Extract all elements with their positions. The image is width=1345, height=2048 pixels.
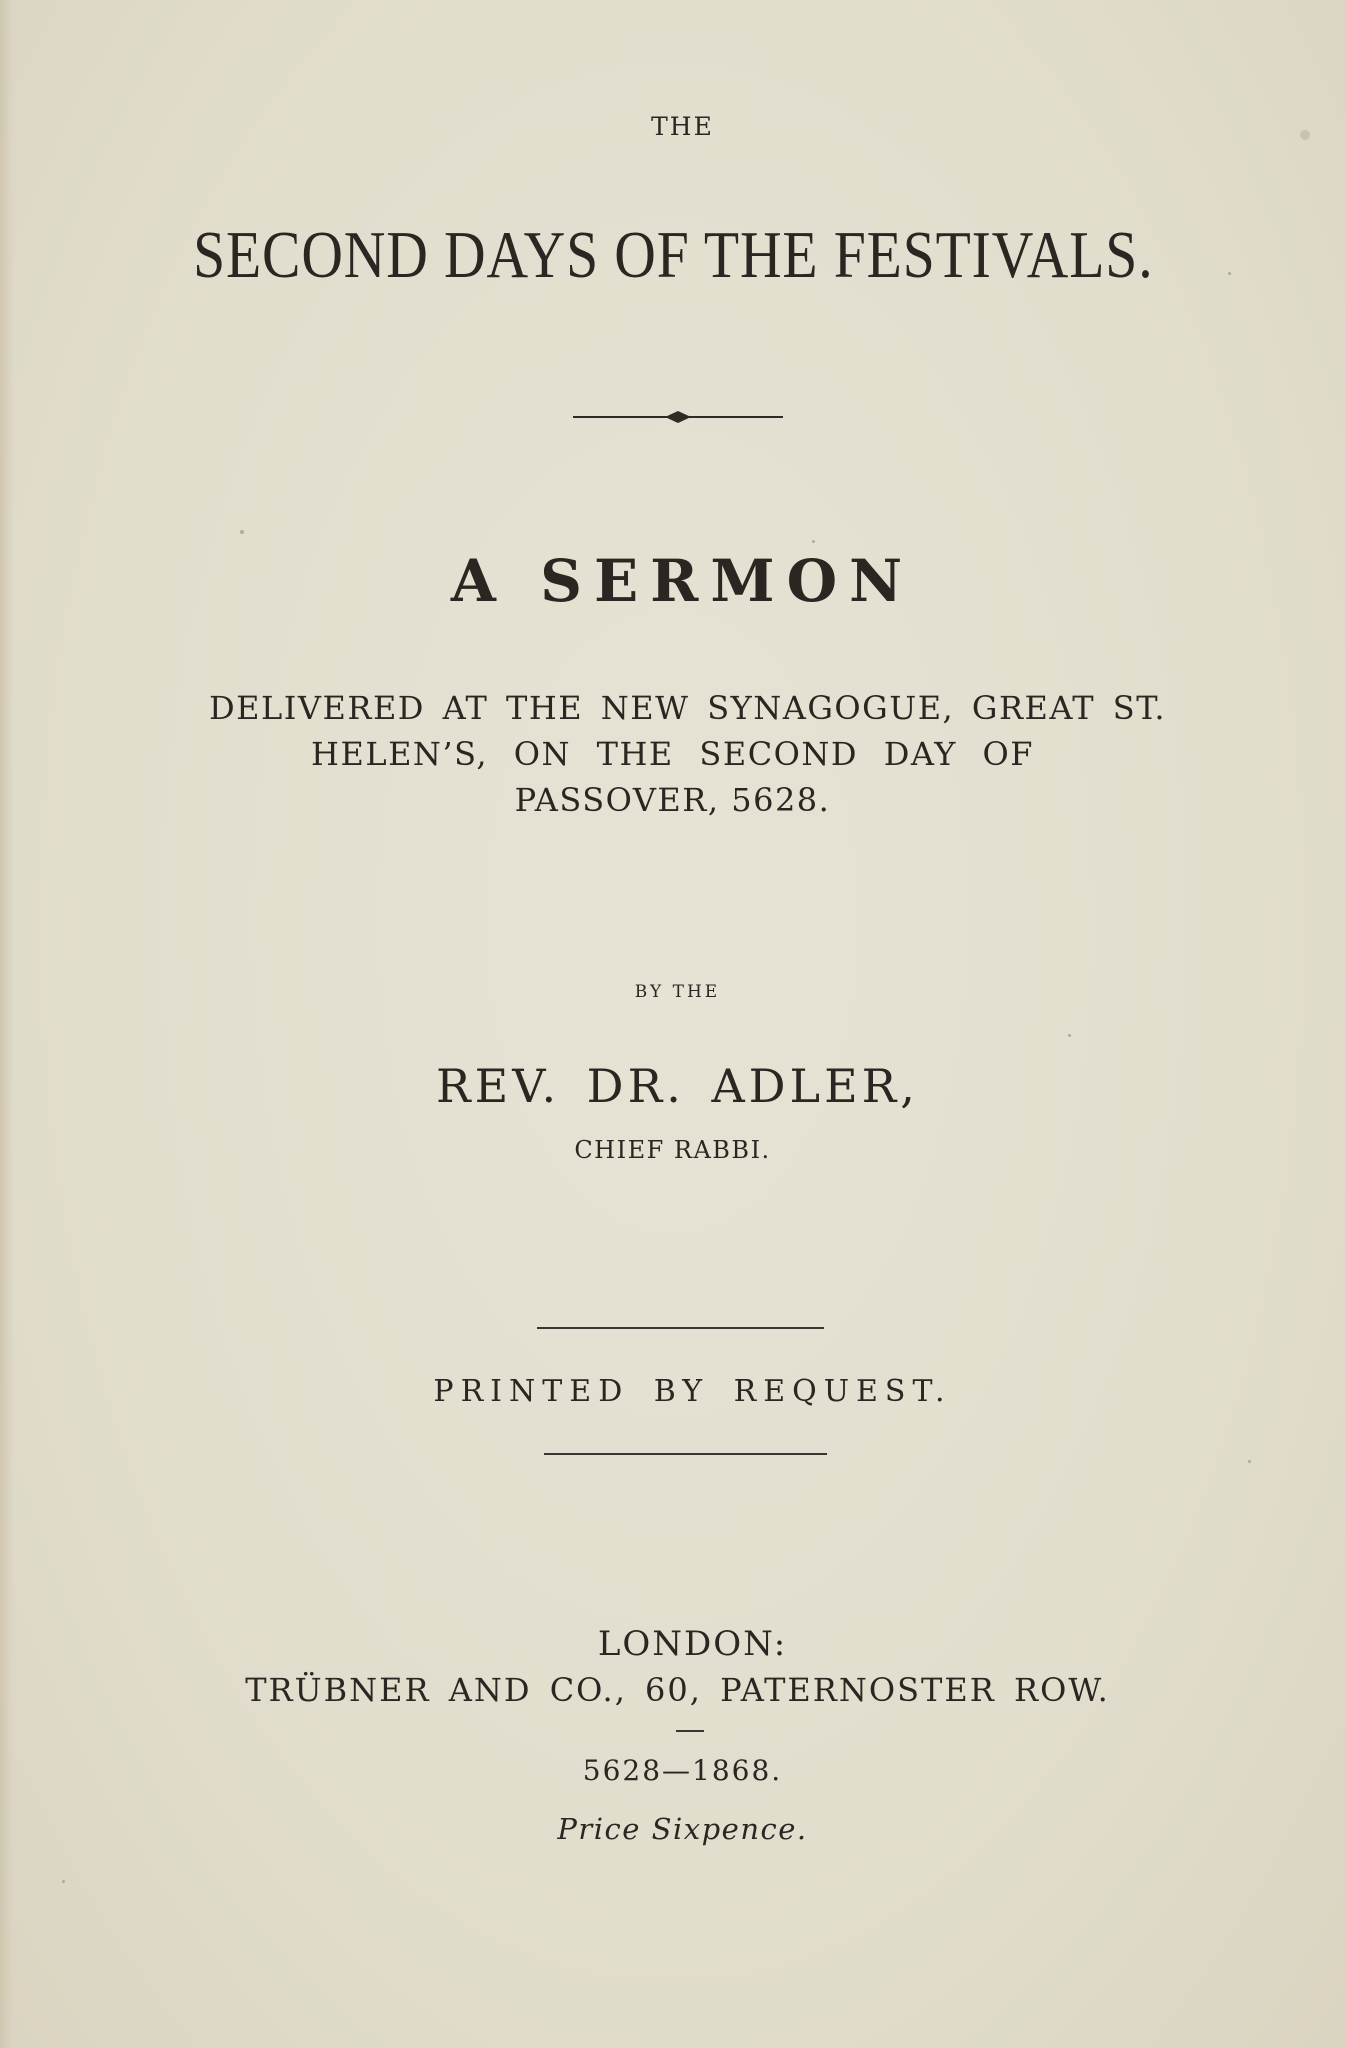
delivery-line-2: HELEN’S, ON THE SECOND DAY OF bbox=[311, 735, 1034, 773]
subtitle: A SERMON bbox=[450, 547, 915, 615]
divider-top bbox=[537, 1327, 824, 1329]
delivery-line-1: DELIVERED AT THE NEW SYNAGOGUE, GREAT ST. bbox=[208, 689, 1167, 727]
paper-speck bbox=[812, 540, 815, 543]
binding-edge bbox=[0, 0, 14, 2048]
author-title: CHIEF RABBI. bbox=[574, 1136, 771, 1164]
imprint-city: LONDON: bbox=[597, 1624, 788, 1664]
paper-speck bbox=[62, 1880, 65, 1883]
ornament-divider-icon bbox=[573, 404, 783, 430]
small-dash-divider bbox=[676, 1730, 704, 1732]
delivery-line-3: PASSOVER, 5628. bbox=[514, 781, 831, 819]
paper-speck bbox=[1248, 1460, 1251, 1463]
divider-bottom bbox=[544, 1453, 827, 1455]
by-the-label: BY THE bbox=[634, 982, 721, 1002]
publication-dates: 5628—1868. bbox=[582, 1754, 783, 1787]
delivery-statement bbox=[0, 689, 1345, 830]
price-line: Price Sixpence. bbox=[557, 1812, 808, 1846]
paper-speck bbox=[1228, 272, 1231, 275]
printed-note: PRINTED BY REQUEST. bbox=[433, 1374, 952, 1409]
title-article: THE bbox=[651, 112, 714, 141]
publisher-line: TRÜBNER AND CO., 60, PATERNOSTER ROW. bbox=[245, 1671, 1110, 1709]
paper-speck bbox=[240, 530, 244, 534]
author-name: REV. DR. ADLER, bbox=[436, 1059, 919, 1113]
paper-stain bbox=[1300, 130, 1310, 140]
main-title: SECOND DAYS OF THE FESTIVALS. bbox=[193, 218, 1154, 292]
paper-speck bbox=[1068, 1034, 1071, 1037]
